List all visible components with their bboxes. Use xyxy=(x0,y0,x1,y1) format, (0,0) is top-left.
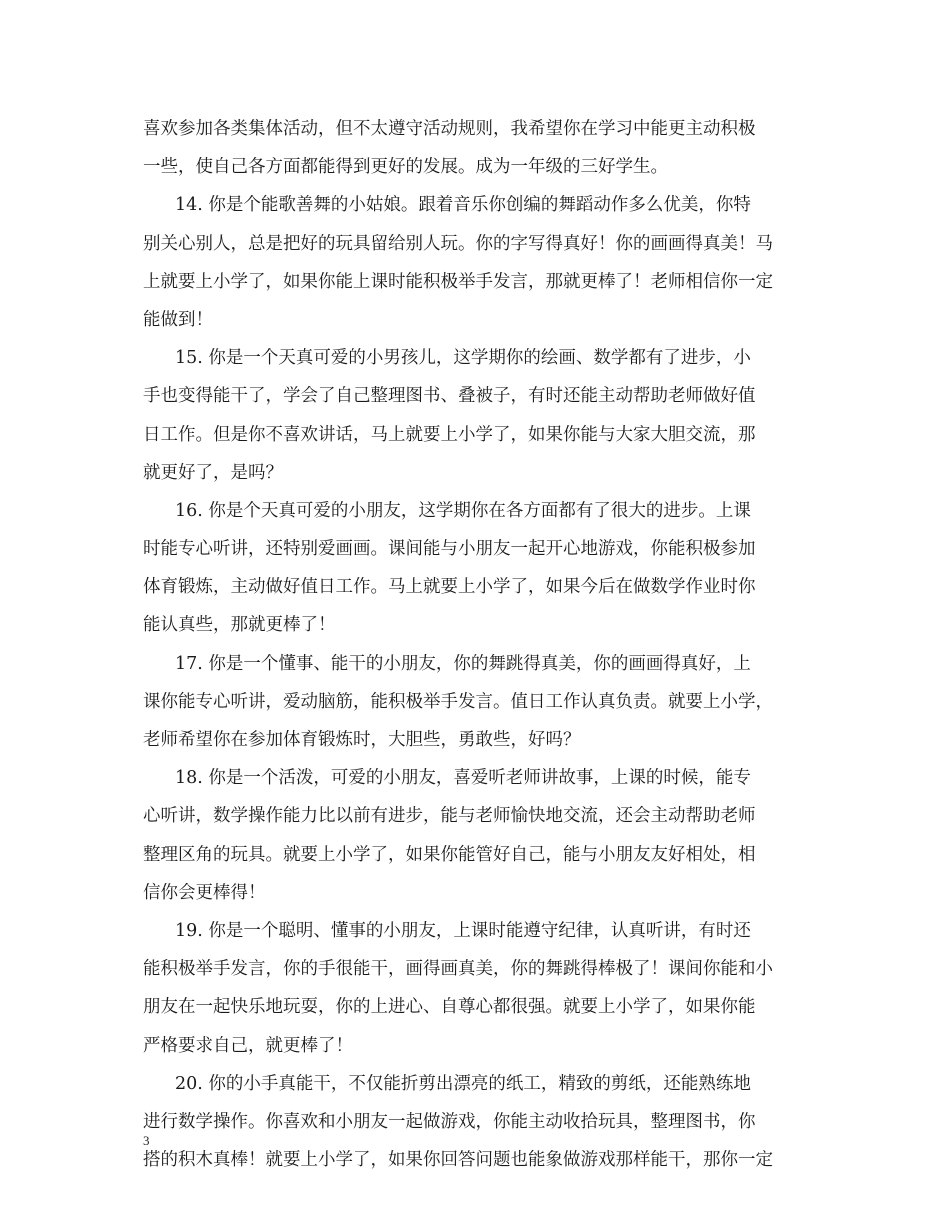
text-line: 能积极举手发言，你的手很能干，画得画真美，你的舞跳得棒极了！课间你能和小 xyxy=(143,959,773,980)
text-line: 就更好了，是吗？ xyxy=(143,462,283,483)
text-line: 能做到！ xyxy=(143,309,213,330)
text-line: 课你能专心听讲，爱动脑筋，能积极举手发言。值日工作认真负责。就要上小学， xyxy=(143,691,773,712)
text-line: 一些，使自己各方面都能得到更好的发展。成为一年级的三好学生。 xyxy=(143,157,668,178)
text-line: 18. 你是一个活泼，可爱的小朋友，喜爱听老师讲故事，上课的时候，能专 xyxy=(175,768,751,789)
page-number: 3 xyxy=(143,1133,150,1148)
text-line: 整理区角的玩具。就要上小学了，如果你能管好自己，能与小朋友友好相处，相 xyxy=(143,844,756,865)
text-line: 别关心别人，总是把好的玩具留给别人玩。你的字写得真好！你的画画得真美！马 xyxy=(143,233,773,254)
text-line: 日工作。但是你不喜欢讲话，马上就要上小学了，如果你能与大家大胆交流，那 xyxy=(143,424,756,445)
text-line: 搭的积木真棒！就要上小学了，如果你回答问题也能象做游戏那样能干，那你一定 xyxy=(143,1150,773,1171)
text-line: 进行数学操作。你喜欢和小朋友一起做游戏，你能主动收拾玩具，整理图书，你 xyxy=(143,1111,756,1132)
text-line: 手也变得能干了，学会了自己整理图书、叠被子，有时还能主动帮助老师做好值 xyxy=(143,386,756,407)
text-line: 时能专心听讲，还特别爱画画。课间能与小朋友一起开心地游戏，你能积极参加 xyxy=(143,539,756,560)
text-line: 朋友在一起快乐地玩耍，你的上进心、自尊心都很强。就要上小学了，如果你能 xyxy=(143,997,756,1018)
text-line: 16. 你是个天真可爱的小朋友，这学期你在各方面都有了很大的进步。上课 xyxy=(175,500,751,521)
text-line: 15. 你是一个天真可爱的小男孩儿，这学期你的绘画、数学都有了进步，小 xyxy=(175,348,751,369)
body-text xyxy=(143,110,808,1179)
text-line: 心听讲，数学操作能力比以前有进步，能与老师愉快地交流，还会主动帮助老师 xyxy=(143,806,756,827)
text-line: 17. 你是一个懂事、能干的小朋友，你的舞跳得真美，你的画画得真好，上 xyxy=(175,653,751,674)
text-line: 喜欢参加各类集体活动，但不太遵守活动规则，我希望你在学习中能更主动积极 xyxy=(143,119,756,139)
text-line: 14. 你是个能歌善舞的小姑娘。跟着音乐你创编的舞蹈动作多么优美，你特 xyxy=(175,195,751,216)
text-line: 上就要上小学了，如果你能上课时能积极举手发言，那就更棒了！老师相信你一定 xyxy=(143,271,773,292)
text-line: 能认真些，那就更棒了！ xyxy=(143,615,336,636)
text-line: 19. 你是一个聪明、懂事的小朋友，上课时能遵守纪律，认真听讲，有时还 xyxy=(175,920,751,941)
text-line: 20. 你的小手真能干，不仅能折剪出漂亮的纸工，精致的剪纸，还能熟练地 xyxy=(175,1073,751,1094)
text-line: 体育锻炼，主动做好值日工作。马上就要上小学了，如果今后在做数学作业时你 xyxy=(143,577,756,598)
text-line: 老师希望你在参加体育锻炼时，大胆些，勇敢些，好吗？ xyxy=(143,730,581,750)
text-line: 严格要求自己，就更棒了！ xyxy=(143,1035,353,1056)
text-line: 信你会更棒得！ xyxy=(143,882,266,903)
